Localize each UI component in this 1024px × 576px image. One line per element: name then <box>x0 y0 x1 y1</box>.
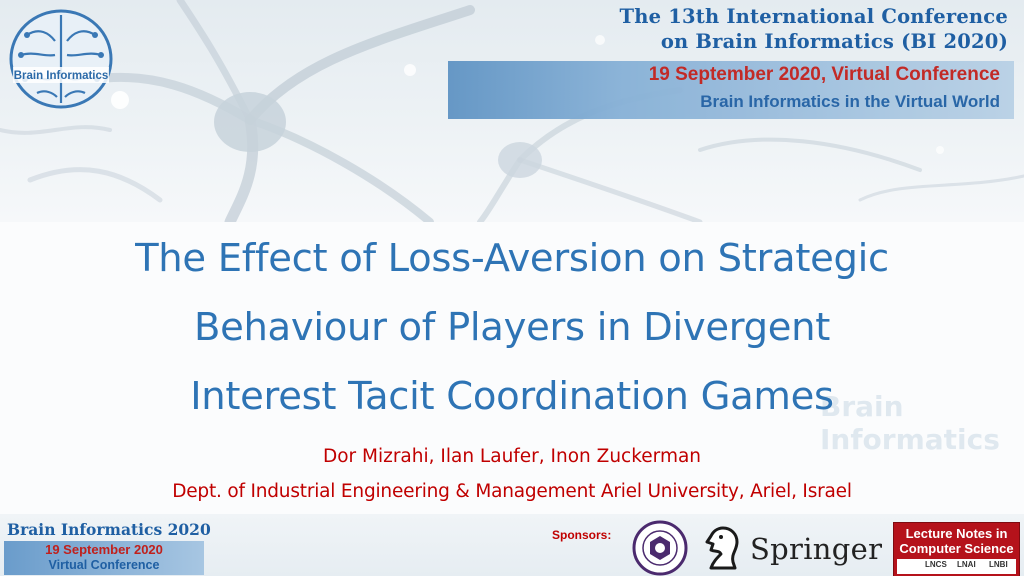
conference-title-line1: The 13th International Conference <box>619 5 1008 28</box>
title-line-1: The Effect of Loss-Aversion on Strategic <box>135 236 889 281</box>
lncs-title-line1: Lecture Notes in <box>905 526 1008 541</box>
header-banner <box>0 0 1024 222</box>
footer-bi-title: Brain Informatics 2020 <box>7 520 211 539</box>
footer-bi-date: 19 September 2020 <box>45 542 163 557</box>
lnai-tag: LNAI <box>957 560 976 569</box>
lncs-logo <box>893 522 1020 576</box>
logo-text: Brain Informatics <box>13 70 109 82</box>
conference-date: 19 September 2020, Virtual Conference <box>648 64 1000 85</box>
lnbi-tag: LNBI <box>989 560 1008 569</box>
authors: Dor Mizrahi, Ilan Laufer, Inon Zuckerman <box>322 446 702 467</box>
conference-info-band <box>448 61 1014 119</box>
conference-theme: Brain Informatics in the Virtual World <box>700 92 1000 111</box>
lncs-title-line2: Computer Science <box>899 541 1014 556</box>
lncs-series-strip <box>897 559 1016 574</box>
springer-knight-icon <box>701 524 745 572</box>
lncs-tag: LNCS <box>925 560 947 569</box>
footer-bi-band <box>4 541 204 575</box>
footer-bi-conference: Virtual Conference <box>48 558 160 572</box>
conference-title <box>448 4 1008 58</box>
title-line-2: Behaviour of Players in Divergent <box>193 305 831 350</box>
watermark-text: Brain Informatics <box>820 390 1000 456</box>
affiliation: Dept. of Industrial Engineering & Management Ariel University, Ariel, Israel <box>172 481 852 502</box>
springer-logo-text: Springer <box>750 532 883 566</box>
title-line-3: Interest Tacit Coordination Games <box>190 374 834 419</box>
web-intelligence-consortium-seal <box>632 520 688 576</box>
conference-title-line2: on Brain Informatics (BI 2020) <box>660 30 1008 53</box>
brain-informatics-logo <box>7 5 115 113</box>
lncs-title <box>898 526 1015 556</box>
sponsors-label: Sponsors: <box>552 528 612 542</box>
presentation-title <box>10 224 1014 431</box>
